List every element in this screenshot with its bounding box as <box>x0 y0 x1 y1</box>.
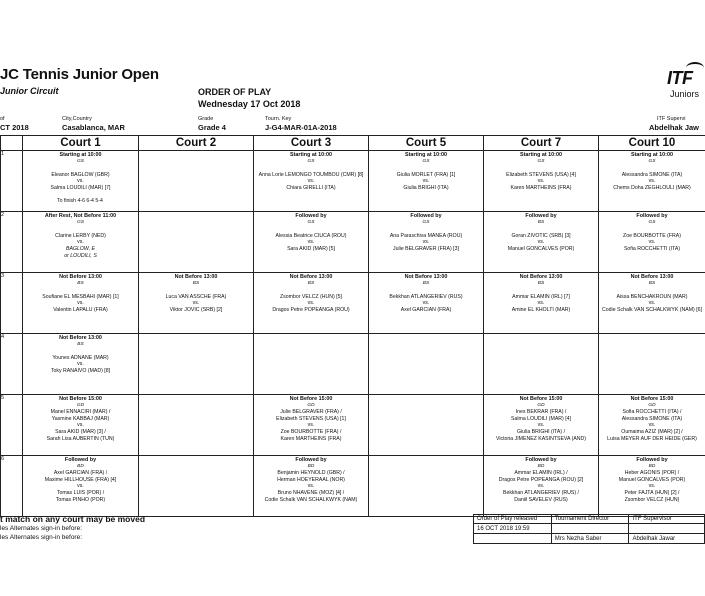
match-cell <box>369 273 484 334</box>
versus-label: vs. <box>307 300 315 307</box>
player-line: Bekkhan ATLANGERIEV (RUS) / <box>502 489 579 496</box>
match-time: Starting at 10:00 <box>520 152 562 158</box>
match-row <box>1 395 705 456</box>
player-line: Axel GARCIAN (FRA) / <box>53 470 108 477</box>
player-line: Zsombor VELCZ (HUN) [5] <box>280 293 342 300</box>
spacer-line <box>23 192 138 199</box>
player-line: Tomas PINHO (POR) <box>55 496 106 503</box>
player-line: Luisa MEYER AUF DER HEIDE (GER) <box>607 435 697 442</box>
player-line: Sofia ROCCHETTI (ITA) / <box>622 409 682 416</box>
spacer-line <box>484 165 598 172</box>
match-time: Not Before 15:00 <box>519 396 563 402</box>
match-time: Not Before 13:00 <box>289 274 333 280</box>
match-time: Followed by <box>295 457 327 463</box>
player-line: Axel GARCIAN (FRA) <box>400 306 452 313</box>
player-line: Sara AKID (MAR) [5] <box>287 245 335 252</box>
player-line: Giulia MORLET (FRA) [1] <box>396 171 456 178</box>
match-time: Not Before 15:00 <box>59 396 102 402</box>
player-line: Codie Schalk VAN SCHALKWYK (NAM) [6] <box>602 306 702 313</box>
match-cell <box>23 395 139 456</box>
director-sign-blank <box>551 524 629 534</box>
match-cell <box>23 273 139 334</box>
versus-label: vs. <box>77 361 84 368</box>
player-line: Younes ADNANE (MAR) <box>52 354 109 361</box>
match-time: Not Before 13:00 <box>59 335 102 341</box>
corner-cell <box>1 136 23 151</box>
player-line: Ammar ELAMIN (IRL) / <box>514 470 568 477</box>
versus-label: vs. <box>422 239 430 246</box>
event-code: GS <box>307 219 315 225</box>
versus-label: vs. <box>648 422 656 429</box>
spacer-line <box>369 287 483 294</box>
versus-label: vs. <box>537 422 545 429</box>
player-line: Viktor JOVIC (SRB) [2] <box>169 306 223 313</box>
director-label: Tournament Director <box>551 515 629 524</box>
match-cell <box>254 273 369 334</box>
versus-label: vs. <box>648 300 656 307</box>
empty-cell <box>369 395 484 456</box>
player-line: Ammar ELAMIN (IRL) [7] <box>512 293 570 300</box>
player-line: Sofia ROCCHETTI (ITA) <box>623 245 681 252</box>
versus-label: vs. <box>648 178 656 185</box>
grade-value: Grade 4 <box>198 123 226 132</box>
event-code: GS <box>537 158 545 164</box>
match-time: Followed by <box>636 213 668 219</box>
supervisor-footer-label: ITF Supervisor <box>629 515 705 524</box>
court-header: Court 5 <box>369 136 484 151</box>
director-value: Mrs Nezha Saber <box>551 534 629 544</box>
player-line: Eleanor BAGLOW (GBR) <box>51 171 110 178</box>
match-cell <box>484 395 599 456</box>
event-code: BS <box>422 280 430 286</box>
match-cell <box>599 395 705 456</box>
versus-label: vs. <box>422 300 430 307</box>
event-code: BS <box>648 280 656 286</box>
court-header: Court 1 <box>23 136 139 151</box>
tourn-key-value: J-G4-MAR-01A-2018 <box>265 123 337 132</box>
player-line: Alessandra SIMONE (ITA) <box>621 415 683 422</box>
empty-cell <box>254 334 369 395</box>
player-line: Benjamin HEYNOLD (GBR) / <box>277 470 345 477</box>
player-line: Yasmine KABBAJ (MAR) <box>51 415 110 422</box>
match-time: Not Before 13:00 <box>630 274 674 280</box>
player-line: Aissa BENCHAKROUN (MAR) <box>616 293 688 300</box>
event-code: GS <box>422 158 430 164</box>
versus-label: vs. <box>648 239 656 246</box>
row-number: 1 <box>1 151 23 212</box>
player-line: Karen MARTHEINS (FRA) <box>510 184 572 191</box>
spacer-line <box>484 226 598 233</box>
match-row <box>1 212 705 273</box>
player-line: Ines BEKRAR (FRA) / <box>515 409 567 416</box>
player-line: Maxime HILLHOUSE (FRA) [4] <box>44 476 117 483</box>
week-label: of <box>0 116 5 122</box>
player-line: Heber AGONIS (POR) / <box>624 470 680 477</box>
match-time: Followed by <box>64 457 97 463</box>
versus-label: vs. <box>307 422 315 429</box>
player-line: Ana Paraschiva MANEA (ROU) <box>389 232 463 239</box>
match-row <box>1 456 705 517</box>
player-line: Bruno NHAVENE (MOZ) [4] / <box>277 489 345 496</box>
player-line: Dragos Petre POPEANGA (ROU) <box>272 306 350 313</box>
match-cell <box>23 151 139 212</box>
court-header: Court 3 <box>254 136 369 151</box>
spacer-line <box>599 165 705 172</box>
player-line: Amine EL KHOLTI (MAR) <box>511 306 571 313</box>
row-number: 5 <box>1 395 23 456</box>
event-code: GS <box>648 158 656 164</box>
itf-logo-juniors: Juniors <box>670 89 700 99</box>
event-code: GS <box>77 219 84 225</box>
released-blank <box>474 534 552 544</box>
court-header-row <box>1 136 705 151</box>
player-line: or LOUDILI, S <box>64 252 97 259</box>
player-line: Salma LOUDILI (MAR) [7] <box>50 184 111 191</box>
match-cell <box>23 456 139 517</box>
versus-label: vs. <box>307 178 315 185</box>
tourn-key-label: Tourn. Key <box>265 116 292 122</box>
match-time: Followed by <box>636 457 668 463</box>
city-label: City,Country <box>62 116 92 122</box>
empty-cell <box>369 334 484 395</box>
player-line: Toky RANAIVO (MAD) [8] <box>50 367 111 374</box>
event-code: BD <box>537 463 545 469</box>
player-line: Elizabeth STEVENS (USA) [1] <box>276 415 346 422</box>
grade-label: Grade <box>198 116 214 122</box>
versus-label: vs. <box>77 239 84 246</box>
player-line: Peter FAJTA (HUN) [2] / <box>624 489 680 496</box>
match-time: Followed by <box>525 457 557 463</box>
player-line: Alessia Beatrice CIUCA (ROU) <box>275 232 347 239</box>
versus-label: vs. <box>77 422 84 429</box>
versus-label: vs. <box>307 239 315 246</box>
empty-cell <box>139 395 254 456</box>
order-of-play-date: Wednesday 17 Oct 2018 <box>198 99 301 109</box>
spacer-line <box>599 226 705 233</box>
player-line: Codie Schalk VAN SCHALKWYK (NAM) <box>264 496 358 503</box>
player-line: Goran ZIVOTIC (SRB) [3] <box>511 232 571 239</box>
match-row <box>1 334 705 395</box>
player-line: Sara AKID (MAR) [3] / <box>55 428 106 435</box>
match-cell <box>599 273 705 334</box>
versus-label: vs. <box>307 483 315 490</box>
match-cell <box>23 334 139 395</box>
versus-label: vs. <box>77 300 84 307</box>
empty-cell <box>139 456 254 517</box>
order-of-play-table <box>0 135 705 517</box>
player-line: Salma LOUDILI (MAR) [4] <box>511 415 571 422</box>
player-line: Zoe BOURBOTTE (FRA) <box>623 232 681 239</box>
match-time: Starting at 10:00 <box>290 152 332 158</box>
event-code: BS <box>537 280 545 286</box>
versus-label: vs. <box>192 300 200 307</box>
player-line: Zoe BOURBOTTE (FRA) / <box>280 428 342 435</box>
spacer-line <box>23 165 138 172</box>
player-line: Dragos Petre POPEANGA (ROU) [2] <box>498 476 584 483</box>
event-code: GS <box>307 158 315 164</box>
event-code: GS <box>648 219 656 225</box>
event-code: GD <box>307 402 315 408</box>
match-time: Starting at 10:00 <box>59 152 102 158</box>
spacer-line <box>254 226 368 233</box>
versus-label: vs. <box>537 239 545 246</box>
match-cell <box>254 212 369 273</box>
player-line: BAGLOW, E <box>66 245 95 252</box>
player-line: Chiara GIRELLI (ITA) <box>286 184 336 191</box>
spacer-line <box>23 226 138 233</box>
match-cell <box>484 212 599 273</box>
city-value: Casablanca, MAR <box>62 123 125 132</box>
empty-cell <box>139 212 254 273</box>
row-number: 4 <box>1 334 23 395</box>
supervisor-sign-blank <box>629 524 705 534</box>
player-line: Manuel GONCALVES (POR) <box>507 245 575 252</box>
week-value: CT 2018 <box>0 123 29 132</box>
signoff-table <box>473 514 705 544</box>
player-line: Clarine LERBY (NED) <box>55 232 106 239</box>
spacer-line <box>484 287 598 294</box>
spacer-line <box>599 287 705 294</box>
player-line: Giulia BRIGHI (ITA) / <box>516 428 566 435</box>
match-cell <box>369 212 484 273</box>
player-line: Luca VAN ASSCHE (FRA) <box>165 293 227 300</box>
match-time: Not Before 15:00 <box>289 396 333 402</box>
match-cell <box>484 151 599 212</box>
supervisor-footer-value: Abdelhak Jawar <box>629 534 705 544</box>
match-row <box>1 273 705 334</box>
match-cell <box>23 212 139 273</box>
match-row <box>1 151 705 212</box>
player-line: Manuel GONCALVES (POR) <box>618 476 686 483</box>
match-cell <box>599 151 705 212</box>
versus-label: vs. <box>537 178 545 185</box>
spacer-line <box>139 287 253 294</box>
event-code: BD <box>648 463 656 469</box>
player-line: Bekkhan ATLANGERIEV (RUS) <box>389 293 463 300</box>
event-code: GD <box>648 402 656 408</box>
player-line: Julie BELGRAVER (FRA) [3] <box>393 245 459 252</box>
versus-label: vs. <box>77 178 84 185</box>
match-time: Followed by <box>410 213 442 219</box>
empty-cell <box>599 334 705 395</box>
match-cell <box>484 456 599 517</box>
released-label: Order of Play released <box>474 515 552 524</box>
player-line: Valentin LAPALU (FRA) <box>53 306 108 313</box>
match-time: Starting at 10:00 <box>405 152 447 158</box>
player-line: Elizabeth STEVENS (USA) [4] <box>506 171 576 178</box>
spacer-line <box>23 348 138 355</box>
match-cell <box>254 151 369 212</box>
event-code: BD <box>77 463 84 469</box>
spacer-line <box>23 287 138 294</box>
player-line: Anna Lorie LEMONGO TOUMBOU (CMR) [8] <box>258 171 364 178</box>
event-code: BS <box>192 280 200 286</box>
versus-label: vs. <box>77 483 84 490</box>
spacer-line <box>369 165 483 172</box>
empty-cell <box>484 334 599 395</box>
player-line: Manel ENNACIRI (MAR) / <box>50 409 111 416</box>
row-number: 6 <box>1 456 23 517</box>
alternates-note-1: les Alternates sign-in before: <box>0 525 83 532</box>
court-header: Court 2 <box>139 136 254 151</box>
event-code: BS <box>307 280 315 286</box>
player-line: Soufiane EL MESBAHI (MAR) [1] <box>42 293 119 300</box>
match-time: Not Before 13:00 <box>174 274 218 280</box>
player-line: Chems Doha ZEGHLOULI (MAR) <box>613 184 691 191</box>
spacer-line <box>369 226 483 233</box>
event-code: GS <box>422 219 430 225</box>
spacer-line <box>254 287 368 294</box>
player-line: Karen MARTHEINS (FRA) <box>280 435 342 442</box>
row-number: 2 <box>1 212 23 273</box>
match-cell <box>369 151 484 212</box>
player-line: Oumaima AZIZ (MAR) [2] / <box>621 428 683 435</box>
court-header: Court 7 <box>484 136 599 151</box>
supervisor-value: Abdelhak Jaw <box>649 123 700 132</box>
player-line: Herman HOEYERAAL (NOR) <box>277 476 345 483</box>
event-code: BS <box>77 280 84 286</box>
released-value: 16 OCT 2018 19:59 <box>474 524 552 534</box>
match-time: After Rest, Not Before 11:00 <box>44 213 117 219</box>
match-time: Not Before 15:00 <box>630 396 674 402</box>
match-time: Not Before 13:00 <box>404 274 448 280</box>
player-line: Alessandra SIMONE (ITA) <box>621 171 683 178</box>
player-line: Zsombor VELCZ (HUN) <box>624 496 680 503</box>
match-time: Not Before 13:00 <box>59 274 102 280</box>
order-of-play-title: ORDER OF PLAY <box>198 87 272 97</box>
row-number: 3 <box>1 273 23 334</box>
match-cell <box>254 395 369 456</box>
versus-label: vs. <box>422 178 430 185</box>
match-cell <box>599 212 705 273</box>
event-code: GD <box>76 402 85 408</box>
event-code: BS <box>77 341 84 347</box>
player-line: Giulia BRIGHI (ITA) <box>403 184 449 191</box>
player-line: Julie BELGRAVER (FRA) / <box>280 409 342 416</box>
player-line: Sarah Lisa AUBERTIN (TUN) <box>46 435 115 442</box>
tournament-title: JC Tennis Junior Open <box>0 66 159 83</box>
versus-label: vs. <box>537 300 545 307</box>
tournament-subtitle: Junior Circuit <box>0 86 59 96</box>
player-line: Victoria JIMENEZ KASINTSEVA (AND) <box>495 435 587 442</box>
empty-cell <box>139 334 254 395</box>
event-code: BS <box>537 219 545 225</box>
player-line: Tomas LUIS (POR) / <box>56 489 105 496</box>
versus-label: vs. <box>537 483 545 490</box>
empty-cell <box>139 151 254 212</box>
event-code: GD <box>537 402 545 408</box>
event-code: GS <box>77 158 84 164</box>
match-cell <box>139 273 254 334</box>
player-line: Daniil SAVELEV (RUS) <box>514 496 568 503</box>
event-code: BD <box>307 463 315 469</box>
match-time: Followed by <box>295 213 327 219</box>
match-time: Not Before 13:00 <box>519 274 563 280</box>
match-cell <box>484 273 599 334</box>
itf-logo: ITF <box>667 68 693 88</box>
court-header: Court 10 <box>599 136 705 151</box>
match-time: Followed by <box>525 213 557 219</box>
match-cell <box>254 456 369 517</box>
match-cell <box>599 456 705 517</box>
alternates-note-2: les Alternates sign-in before: <box>0 534 83 541</box>
match-time: Starting at 10:00 <box>631 152 673 158</box>
moved-note: t match on any court may be moved <box>0 514 146 524</box>
versus-label: vs. <box>648 483 656 490</box>
spacer-line <box>254 165 368 172</box>
finish-note: To finish 4-6 6-4 5-4 <box>57 198 103 205</box>
empty-cell <box>369 456 484 517</box>
supervisor-label: ITF Supervi <box>657 116 686 122</box>
